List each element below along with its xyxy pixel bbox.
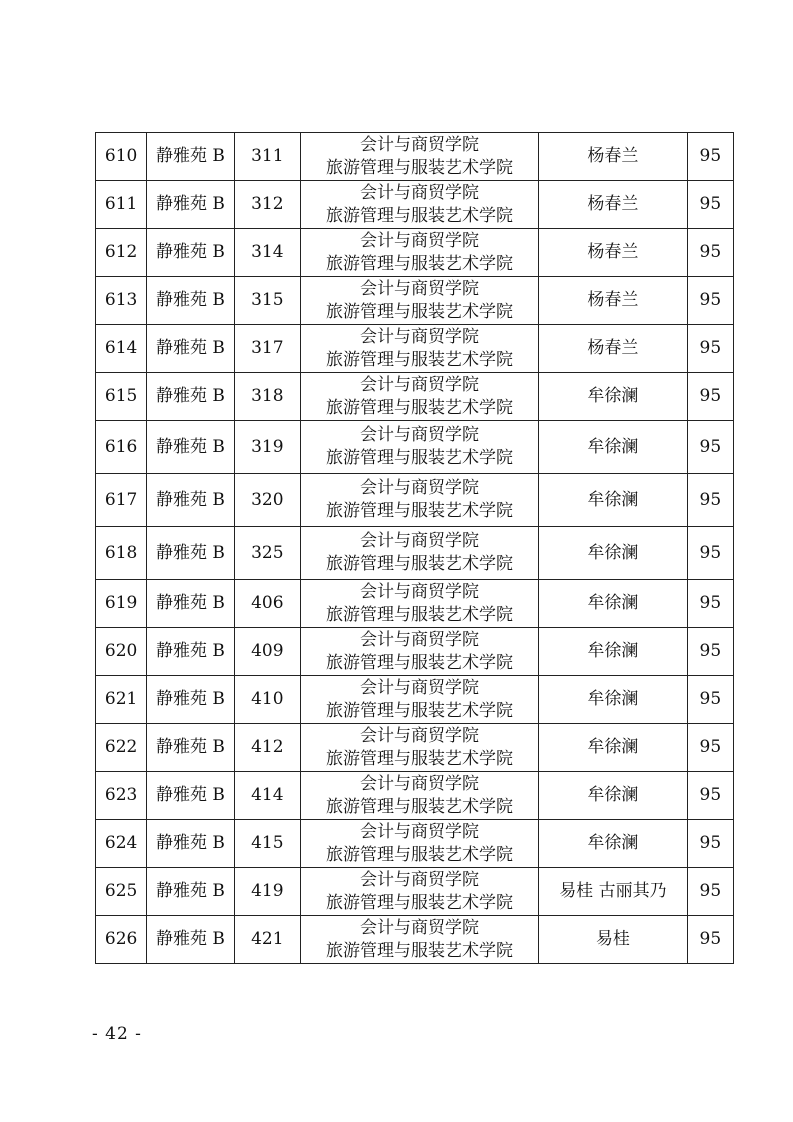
college-cell	[300, 724, 538, 772]
score-cell: 95	[687, 772, 733, 820]
room-cell: 320	[234, 474, 300, 527]
building-cell: 静雅苑 B	[147, 421, 234, 474]
score-cell: 95	[687, 133, 733, 181]
score-cell: 95	[687, 421, 733, 474]
inspection-table	[95, 132, 734, 964]
building-cell: 静雅苑 B	[147, 229, 234, 277]
table-row	[96, 181, 734, 229]
row-number-cell: 622	[96, 724, 147, 772]
room-cell: 318	[234, 373, 300, 421]
building-cell: 静雅苑 B	[147, 772, 234, 820]
college-line-1: 会计与商贸学院	[359, 869, 479, 890]
college-cell	[300, 133, 538, 181]
college-cell	[300, 373, 538, 421]
college-line-2: 旅游管理与服装艺术学院	[325, 844, 513, 865]
building-cell: 静雅苑 B	[147, 628, 234, 676]
college-line-1: 会计与商贸学院	[359, 425, 479, 445]
score-cell: 95	[687, 325, 733, 373]
score-cell: 95	[687, 868, 733, 916]
college-line-2: 旅游管理与服装艺术学院	[325, 253, 513, 274]
college-line-2: 旅游管理与服装艺术学院	[325, 501, 513, 521]
score-cell: 95	[687, 373, 733, 421]
college-cell	[300, 580, 538, 628]
table-row	[96, 527, 734, 580]
table-row	[96, 229, 734, 277]
row-number-cell: 617	[96, 474, 147, 527]
table-row	[96, 676, 734, 724]
college-cell	[300, 421, 538, 474]
row-number-cell: 623	[96, 772, 147, 820]
table-row	[96, 325, 734, 373]
row-number-cell: 625	[96, 868, 147, 916]
college-line-1: 会计与商贸学院	[359, 677, 479, 698]
college-line-1: 会计与商贸学院	[359, 374, 479, 395]
college-cell	[300, 277, 538, 325]
college-line-1: 会计与商贸学院	[359, 531, 479, 551]
building-cell: 静雅苑 B	[147, 527, 234, 580]
college-line-2: 旅游管理与服装艺术学院	[325, 748, 513, 769]
college-line-1: 会计与商贸学院	[359, 278, 479, 299]
college-line-2: 旅游管理与服装艺术学院	[325, 892, 513, 913]
score-cell: 95	[687, 527, 733, 580]
college-line-1: 会计与商贸学院	[359, 821, 479, 842]
row-number-cell: 616	[96, 421, 147, 474]
room-cell: 419	[234, 868, 300, 916]
room-cell: 319	[234, 421, 300, 474]
college-line-1: 会计与商贸学院	[359, 478, 479, 498]
room-cell: 315	[234, 277, 300, 325]
row-number-cell: 614	[96, 325, 147, 373]
score-cell: 95	[687, 724, 733, 772]
row-number-cell: 620	[96, 628, 147, 676]
table-row	[96, 474, 734, 527]
college-cell	[300, 868, 538, 916]
row-number-cell: 618	[96, 527, 147, 580]
building-cell: 静雅苑 B	[147, 373, 234, 421]
table-row	[96, 421, 734, 474]
score-cell: 95	[687, 580, 733, 628]
college-cell	[300, 527, 538, 580]
row-number-cell: 626	[96, 916, 147, 964]
score-cell: 95	[687, 916, 733, 964]
staff-cell: 牟徐澜	[539, 527, 688, 580]
college-line-2: 旅游管理与服装艺术学院	[325, 796, 513, 817]
college-line-2: 旅游管理与服装艺术学院	[325, 448, 513, 468]
college-line-2: 旅游管理与服装艺术学院	[325, 604, 513, 625]
college-line-1: 会计与商贸学院	[359, 134, 479, 155]
college-line-1: 会计与商贸学院	[359, 581, 479, 602]
staff-cell: 牟徐澜	[539, 580, 688, 628]
staff-cell: 杨春兰	[539, 277, 688, 325]
row-number-cell: 619	[96, 580, 147, 628]
college-line-1: 会计与商贸学院	[359, 182, 479, 203]
staff-cell: 牟徐澜	[539, 676, 688, 724]
college-line-2: 旅游管理与服装艺术学院	[325, 349, 513, 370]
college-line-2: 旅游管理与服装艺术学院	[325, 157, 513, 178]
table-row	[96, 916, 734, 964]
staff-cell: 牟徐澜	[539, 421, 688, 474]
room-cell: 314	[234, 229, 300, 277]
college-cell	[300, 916, 538, 964]
college-line-2: 旅游管理与服装艺术学院	[325, 940, 513, 961]
building-cell: 静雅苑 B	[147, 325, 234, 373]
table-row	[96, 868, 734, 916]
table-row	[96, 820, 734, 868]
score-cell: 95	[687, 628, 733, 676]
college-line-1: 会计与商贸学院	[359, 629, 479, 650]
building-cell: 静雅苑 B	[147, 916, 234, 964]
building-cell: 静雅苑 B	[147, 868, 234, 916]
building-cell: 静雅苑 B	[147, 580, 234, 628]
page-number: - 42 -	[92, 1024, 142, 1044]
room-cell: 412	[234, 724, 300, 772]
college-cell	[300, 628, 538, 676]
building-cell: 静雅苑 B	[147, 724, 234, 772]
building-cell: 静雅苑 B	[147, 277, 234, 325]
building-cell: 静雅苑 B	[147, 474, 234, 527]
table-row	[96, 628, 734, 676]
college-line-1: 会计与商贸学院	[359, 326, 479, 347]
staff-cell: 杨春兰	[539, 133, 688, 181]
building-cell: 静雅苑 B	[147, 676, 234, 724]
table-row	[96, 277, 734, 325]
staff-cell: 牟徐澜	[539, 772, 688, 820]
college-line-1: 会计与商贸学院	[359, 230, 479, 251]
college-line-2: 旅游管理与服装艺术学院	[325, 700, 513, 721]
college-line-2: 旅游管理与服装艺术学院	[325, 205, 513, 226]
table-row	[96, 133, 734, 181]
row-number-cell: 621	[96, 676, 147, 724]
college-line-2: 旅游管理与服装艺术学院	[325, 301, 513, 322]
staff-cell: 杨春兰	[539, 229, 688, 277]
staff-cell: 牟徐澜	[539, 724, 688, 772]
row-number-cell: 612	[96, 229, 147, 277]
score-cell: 95	[687, 820, 733, 868]
college-cell	[300, 772, 538, 820]
college-cell	[300, 325, 538, 373]
college-line-2: 旅游管理与服装艺术学院	[325, 652, 513, 673]
score-cell: 95	[687, 229, 733, 277]
score-cell: 95	[687, 676, 733, 724]
college-cell	[300, 229, 538, 277]
score-cell: 95	[687, 181, 733, 229]
building-cell: 静雅苑 B	[147, 820, 234, 868]
row-number-cell: 624	[96, 820, 147, 868]
score-cell: 95	[687, 277, 733, 325]
table-row	[96, 772, 734, 820]
room-cell: 325	[234, 527, 300, 580]
college-cell	[300, 474, 538, 527]
staff-cell: 牟徐澜	[539, 373, 688, 421]
row-number-cell: 615	[96, 373, 147, 421]
room-cell: 312	[234, 181, 300, 229]
table-row	[96, 373, 734, 421]
room-cell: 406	[234, 580, 300, 628]
room-cell: 410	[234, 676, 300, 724]
college-line-2: 旅游管理与服装艺术学院	[325, 397, 513, 418]
college-line-1: 会计与商贸学院	[359, 917, 479, 938]
row-number-cell: 610	[96, 133, 147, 181]
row-number-cell: 611	[96, 181, 147, 229]
score-cell: 95	[687, 474, 733, 527]
table-row	[96, 724, 734, 772]
college-cell	[300, 181, 538, 229]
staff-cell: 杨春兰	[539, 181, 688, 229]
room-cell: 421	[234, 916, 300, 964]
staff-cell: 易桂	[539, 916, 688, 964]
building-cell: 静雅苑 B	[147, 181, 234, 229]
college-line-1: 会计与商贸学院	[359, 773, 479, 794]
room-cell: 415	[234, 820, 300, 868]
table-body	[96, 133, 734, 964]
college-cell	[300, 676, 538, 724]
college-line-1: 会计与商贸学院	[359, 725, 479, 746]
staff-cell: 牟徐澜	[539, 820, 688, 868]
building-cell: 静雅苑 B	[147, 133, 234, 181]
table-row	[96, 580, 734, 628]
staff-cell: 杨春兰	[539, 325, 688, 373]
room-cell: 414	[234, 772, 300, 820]
staff-cell: 牟徐澜	[539, 628, 688, 676]
college-line-2: 旅游管理与服装艺术学院	[325, 554, 513, 574]
row-number-cell: 613	[96, 277, 147, 325]
room-cell: 409	[234, 628, 300, 676]
college-cell	[300, 820, 538, 868]
room-cell: 317	[234, 325, 300, 373]
room-cell: 311	[234, 133, 300, 181]
staff-cell: 易桂 古丽其乃	[539, 868, 688, 916]
staff-cell: 牟徐澜	[539, 474, 688, 527]
